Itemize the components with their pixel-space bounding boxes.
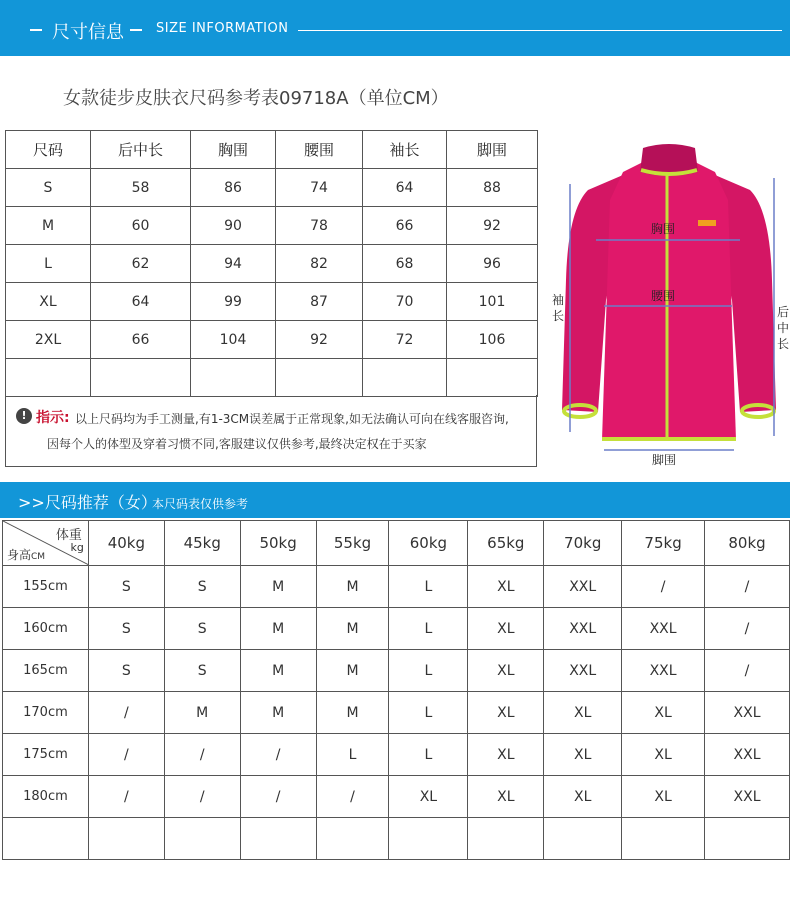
table-cell xyxy=(316,818,389,860)
corner-cm-label: CM xyxy=(31,552,46,562)
size-cell: XXL xyxy=(705,734,790,776)
table-cell xyxy=(240,818,316,860)
size-cell: M xyxy=(240,608,316,650)
size-cell: M xyxy=(316,608,389,650)
table-cell: 94 xyxy=(191,245,276,283)
corner-height-label xyxy=(7,546,45,563)
size-cell: / xyxy=(705,566,790,608)
table-cell: 99 xyxy=(191,283,276,321)
size-cell: L xyxy=(389,608,468,650)
size-cell: L xyxy=(389,734,468,776)
size-cell: XL xyxy=(468,566,544,608)
size-cell: XXL xyxy=(622,608,705,650)
table-cell: 78 xyxy=(276,207,363,245)
table-cell: 86 xyxy=(191,169,276,207)
chest-label: 胸围 xyxy=(651,222,676,236)
size-cell: / xyxy=(88,776,164,818)
table-cell xyxy=(3,818,89,860)
size-info-header xyxy=(0,0,790,56)
height-cell: 165cm xyxy=(3,650,89,692)
size-table-header xyxy=(6,131,538,169)
table-row xyxy=(3,608,790,650)
table-cell xyxy=(468,818,544,860)
size-cell: XXL xyxy=(705,776,790,818)
corner-weight-label: 体重 xyxy=(55,528,82,543)
table-row xyxy=(6,169,538,207)
size-cell: L xyxy=(389,650,468,692)
size-cell: / xyxy=(164,776,240,818)
table-cell: XL xyxy=(6,283,91,321)
note-line-1: 以上尺码均为手工测量,有1-3CM误差属于正常现象,如无法确认可向在线客服咨询, xyxy=(75,412,509,426)
size-cell: XL xyxy=(468,776,544,818)
table-cell: 74 xyxy=(276,169,363,207)
table-row xyxy=(6,283,538,321)
table-row xyxy=(3,692,790,734)
size-cell: XXL xyxy=(544,650,622,692)
table-cell: 88 xyxy=(447,169,538,207)
size-cell: / xyxy=(705,650,790,692)
table-cell: 72 xyxy=(363,321,447,359)
size-chart-title: 女款徒步皮肤衣尺码参考表09718A（单位CM） xyxy=(63,88,449,109)
size-cell: XXL xyxy=(705,692,790,734)
size-cell: / xyxy=(622,566,705,608)
table-row-empty xyxy=(6,359,538,397)
col-header: 胸围 xyxy=(191,131,276,169)
table-cell xyxy=(91,359,191,397)
weight-header: 80kg xyxy=(705,521,790,566)
size-cell: M xyxy=(316,566,389,608)
height-cell: 155cm xyxy=(3,566,89,608)
size-cell: XXL xyxy=(622,650,705,692)
table-cell xyxy=(191,359,276,397)
size-cell: S xyxy=(164,608,240,650)
table-cell xyxy=(276,359,363,397)
height-cell: 170cm xyxy=(3,692,89,734)
size-cell: M xyxy=(164,692,240,734)
size-cell: M xyxy=(316,650,389,692)
table-cell xyxy=(88,818,164,860)
hem-label: 脚围 xyxy=(652,453,677,467)
table-cell: 70 xyxy=(363,283,447,321)
size-cell: XL xyxy=(622,692,705,734)
weight-header: 50kg xyxy=(240,521,316,566)
col-header: 脚围 xyxy=(447,131,538,169)
size-cell: L xyxy=(316,734,389,776)
note-label: 指示: xyxy=(36,410,70,426)
col-header: 尺码 xyxy=(6,131,91,169)
corner-cell xyxy=(3,521,89,566)
table-cell: 64 xyxy=(363,169,447,207)
table-cell xyxy=(447,359,538,397)
table-cell: 82 xyxy=(276,245,363,283)
table-cell: 92 xyxy=(276,321,363,359)
back-label-1: 后 xyxy=(777,305,790,319)
table-row xyxy=(3,650,790,692)
size-cell: / xyxy=(240,734,316,776)
size-cell: / xyxy=(164,734,240,776)
jacket-diagram xyxy=(548,140,790,470)
table-row xyxy=(6,245,538,283)
header-dash xyxy=(130,29,142,31)
size-cell: M xyxy=(240,650,316,692)
size-cell: M xyxy=(316,692,389,734)
table-cell: 87 xyxy=(276,283,363,321)
size-cell: XL xyxy=(544,692,622,734)
size-cell: XL xyxy=(468,692,544,734)
header-dash xyxy=(30,29,42,31)
back-label-2: 中 xyxy=(777,321,790,335)
table-cell xyxy=(164,818,240,860)
table-cell: 101 xyxy=(447,283,538,321)
size-cell: L xyxy=(389,566,468,608)
col-header: 腰围 xyxy=(276,131,363,169)
size-recommend-header xyxy=(0,482,790,518)
table-cell: 90 xyxy=(191,207,276,245)
weight-header: 45kg xyxy=(164,521,240,566)
size-cell: XL xyxy=(544,734,622,776)
weight-header: 65kg xyxy=(468,521,544,566)
size-cell: / xyxy=(88,692,164,734)
table-cell: 92 xyxy=(447,207,538,245)
jacket-logo xyxy=(698,220,716,226)
size-cell: XL xyxy=(389,776,468,818)
table-row-empty xyxy=(3,818,790,860)
weight-header: 40kg xyxy=(88,521,164,566)
table-row xyxy=(3,776,790,818)
header-title-en: SIZE INFORMATION xyxy=(156,21,289,36)
size-cell: S xyxy=(164,566,240,608)
height-cell: 180cm xyxy=(3,776,89,818)
sleeve-label-1: 袖 xyxy=(552,293,565,307)
size-cell: M xyxy=(240,692,316,734)
table-cell: 96 xyxy=(447,245,538,283)
table-cell: 62 xyxy=(91,245,191,283)
recommend-subtitle: 本尺码表仅供参考 xyxy=(152,497,249,511)
table-cell: 58 xyxy=(91,169,191,207)
size-cell: XL xyxy=(544,776,622,818)
table-cell: 68 xyxy=(363,245,447,283)
size-cell: XL xyxy=(468,650,544,692)
weight-header: 60kg xyxy=(389,521,468,566)
size-cell: S xyxy=(88,650,164,692)
sleeve-label-2: 长 xyxy=(552,309,565,323)
table-cell: M xyxy=(6,207,91,245)
size-cell: / xyxy=(316,776,389,818)
back-label-3: 长 xyxy=(777,337,790,351)
table-cell: 60 xyxy=(91,207,191,245)
size-cell: / xyxy=(240,776,316,818)
size-cell: XL xyxy=(468,608,544,650)
table-row xyxy=(3,566,790,608)
corner-height-text: 身高 xyxy=(7,548,32,562)
size-note xyxy=(5,395,537,467)
header-divider xyxy=(298,30,782,31)
table-cell xyxy=(544,818,622,860)
size-table xyxy=(5,130,538,397)
table-row xyxy=(6,207,538,245)
table-cell: L xyxy=(6,245,91,283)
recommend-header-row xyxy=(3,521,790,566)
table-cell xyxy=(6,359,91,397)
size-recommend-table xyxy=(2,520,790,860)
table-cell xyxy=(363,359,447,397)
size-cell: S xyxy=(164,650,240,692)
table-cell: 104 xyxy=(191,321,276,359)
recommend-title: >>尺码推荐（女） xyxy=(18,493,157,512)
size-cell: XL xyxy=(622,734,705,776)
recommend-body xyxy=(3,566,790,860)
table-row xyxy=(3,734,790,776)
size-cell: M xyxy=(240,566,316,608)
size-cell: / xyxy=(88,734,164,776)
col-header: 袖长 xyxy=(363,131,447,169)
table-row xyxy=(6,321,538,359)
table-cell xyxy=(389,818,468,860)
table-cell: 64 xyxy=(91,283,191,321)
table-cell: 66 xyxy=(91,321,191,359)
size-cell: XL xyxy=(622,776,705,818)
table-cell xyxy=(705,818,790,860)
col-header: 后中长 xyxy=(91,131,191,169)
table-cell: S xyxy=(6,169,91,207)
weight-header: 55kg xyxy=(316,521,389,566)
size-cell: L xyxy=(389,692,468,734)
height-cell: 160cm xyxy=(3,608,89,650)
header-title-zh: 尺寸信息 xyxy=(52,22,124,43)
weight-header: 70kg xyxy=(544,521,622,566)
note-line-2: 因每个人的体型及穿着习惯不同,客服建议仅供参考,最终决定权在于买家 xyxy=(47,437,427,451)
size-cell: XXL xyxy=(544,566,622,608)
info-icon: ! xyxy=(16,408,32,424)
weight-header: 75kg xyxy=(622,521,705,566)
height-cell: 175cm xyxy=(3,734,89,776)
size-cell: XXL xyxy=(544,608,622,650)
size-cell: XL xyxy=(468,734,544,776)
table-cell xyxy=(622,818,705,860)
table-cell: 106 xyxy=(447,321,538,359)
size-cell: / xyxy=(705,608,790,650)
size-cell: S xyxy=(88,608,164,650)
waist-label: 腰围 xyxy=(651,289,676,303)
corner-kg-label: kg xyxy=(70,541,84,554)
table-cell: 2XL xyxy=(6,321,91,359)
size-cell: S xyxy=(88,566,164,608)
table-cell: 66 xyxy=(363,207,447,245)
